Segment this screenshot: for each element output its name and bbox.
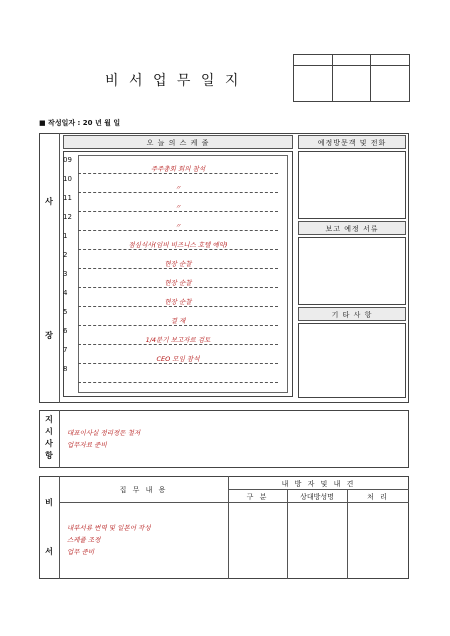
section-label: 서 [45,547,53,556]
schedule-event[interactable]: 〃 [174,203,182,211]
schedule-row-line [78,249,278,250]
schedule-hour: 5 [63,308,68,316]
directive-section [39,410,409,468]
schedule-hour: 09 [63,156,72,164]
schedule-header: 오 늘 의 스 케 줄 [63,135,293,149]
divider [287,489,288,579]
schedule-row-line [78,363,278,364]
divider [59,133,60,403]
schedule-hour: 6 [63,327,68,335]
schedule-row-line [78,306,278,307]
schedule-hour: 3 [63,270,68,278]
section-label: 비 [45,498,53,507]
schedule-row-line [78,230,278,231]
schedule-row-line [78,382,278,383]
directive-label: 항 [45,451,53,460]
schedule-hour: 12 [63,213,72,221]
col-type-header: 구 분 [246,493,269,501]
schedule-event[interactable]: 현장 순찰 [164,260,192,268]
schedule-event[interactable]: 현장 순찰 [164,279,192,287]
divider [59,410,60,468]
secretary-item: 내부서류 번역 및 일본어 작성 [67,524,151,532]
other-area[interactable] [298,323,406,398]
visitor-header: 내 방 자 및 내 견 [281,480,356,488]
schedule-row-line [78,344,278,345]
other-header: 기 타 사 항 [298,307,406,321]
approval-sign-cell[interactable] [332,66,371,102]
schedule-event[interactable]: 주주총회 회의 참석 [150,165,206,173]
date-line: ■ 작성일자 : 20 년 월 일 [39,119,121,127]
approval-cell[interactable] [332,55,371,66]
schedule-hour: 8 [63,365,68,373]
schedule-event[interactable]: 현장 순찰 [164,298,192,306]
approval-sign-cell[interactable] [371,66,410,102]
directive-label: 시 [45,427,53,436]
schedule-row-line [78,325,278,326]
schedule-hour: 4 [63,289,68,297]
directive-item: 업무자료 준비 [67,441,107,449]
schedule-event[interactable]: 〃 [174,184,182,192]
page-title: 비 서 업 무 일 지 [105,73,242,89]
approval-cell[interactable] [294,55,333,66]
divider [347,489,348,579]
schedule-row-line [78,192,278,193]
col-handling-header: 처 리 [367,493,389,501]
schedule-hour: 10 [63,175,72,183]
schedule-event[interactable]: 결 재 [170,317,186,325]
schedule-hour: 7 [63,346,68,354]
divider [228,489,409,490]
secretary-item: 업무 준비 [67,548,95,556]
schedule-row-line [78,211,278,212]
approval-sign-cell[interactable] [294,66,333,102]
schedule-row-line [78,268,278,269]
schedule-hour: 1 [63,232,68,240]
directive-label: 지 [45,415,53,424]
directive-item: 대표이사실 정리정돈 철저 [67,429,141,437]
schedule-event[interactable]: 〃 [174,222,182,230]
col-visitor-header: 상대방성명 [300,493,334,501]
approval-table [293,54,410,102]
schedule-event[interactable]: CEO 모임 참석 [156,355,200,363]
schedule-row-line [78,287,278,288]
schedule-hour: 11 [63,194,72,202]
section-label: 사 [45,197,53,206]
directive-label: 사 [45,439,53,448]
schedule-event[interactable]: 1/4분기 보고자료 검토 [145,336,211,344]
schedule-row-line [78,173,278,174]
visit-header: 예정방문객 및 전화 [298,135,406,149]
work-header: 집 무 내 용 [119,486,168,494]
report-header: 보고 예정 서류 [298,221,406,235]
section-label: 장 [45,331,53,340]
divider [59,502,409,503]
schedule-hour: 2 [63,251,68,259]
approval-cell[interactable] [371,55,410,66]
report-area[interactable] [298,237,406,305]
visit-area[interactable] [298,151,406,219]
schedule-event[interactable]: 점심식사(임비 비즈니스 호텔 예약) [128,241,228,249]
secretary-item: 스케쥴 조정 [67,536,101,544]
